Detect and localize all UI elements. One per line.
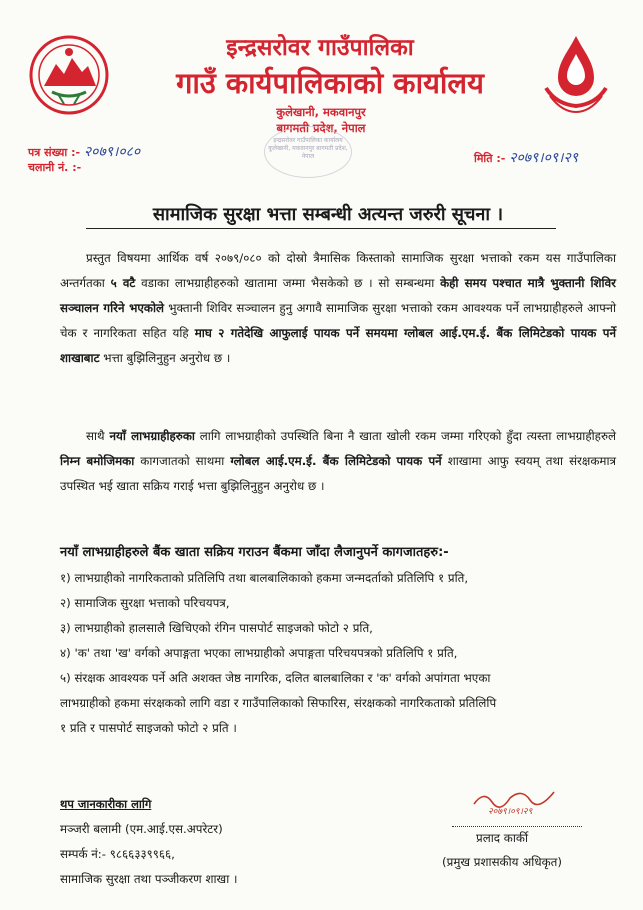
list-item: ४) 'क' तथा 'ख' वर्गको अपाङ्गता भएका लाभग्राहीको अपाङ्गता परिचयपत्रको प्रतिलिपि १ प्रति,	[60, 646, 458, 660]
p1-text: वडाका लाभग्राहीहरुको खातामा जम्मा भैसकेको छ । सो	[135, 276, 390, 290]
p1-text: भुक्तानी शिविर सञ्चालन हुनु	[164, 301, 293, 315]
date-field	[474, 148, 578, 167]
p1-text: प्रस्तुत विषयमा आर्थिक वर्ष २०७९/०८० को दोस्रो त्रैमासिक किस्ताको सामाजिक सुरक्षा भत्ताको	[86, 251, 513, 265]
p2-bold: पायक पर्ने	[396, 454, 442, 468]
list-item: २) सामाजिक सुरक्षा भत्ताको परिचयपत्र,	[60, 596, 230, 610]
contact-phone: सम्पर्क नं:- ९८६६३३९९६६,	[60, 847, 175, 861]
documents-subheading: नयाँ लाभग्राहीहरुले बैंक खाता सक्रिय गराउन बैंकमा जाँदा लैजानुपर्ने कागजातहरु:-	[60, 545, 449, 560]
municipality-name: इन्द्रसरोवर गाउँपालिका	[226, 35, 414, 61]
date-label: मिति :-	[474, 152, 506, 165]
list-item-continuation: लाभग्राहीको हकमा संरक्षकको लागि वडा र गाउँपालिकाको सिफारिस, संरक्षकको नागरिकताको प्रतिलिपि	[60, 696, 497, 710]
p1-text: भत्ता बुझिलिनुहुन अनुरोध छ ।	[103, 351, 231, 365]
p2-text: लागि लाभग्राहीको उपस्थिति बिना नै खाता खोली रकम जम्मा गरिएको	[194, 429, 502, 443]
address-line-2: बागमती प्रदेश, नेपाल	[276, 121, 366, 135]
p1-text: रकम यस गाउँपालिका अन्तर्गतका	[60, 251, 617, 290]
ref-value: २०७९।०८०	[83, 144, 141, 160]
contact-name: मञ्जरी बलामी (एम.आई.एस.अपरेटर)	[60, 822, 223, 836]
title-underline	[86, 228, 556, 229]
p2-text: साथै	[86, 429, 110, 443]
dispatch-label: चलानी नं. :-	[28, 161, 82, 174]
paragraph-1	[60, 246, 616, 371]
p2-bold: निम्न बमोजिमका	[60, 454, 135, 468]
p2-bold: ग्लोबल आई.एम.ई. बैंक लिमिटेडको	[230, 454, 391, 468]
contact-heading: थप जानकारीका लागि	[60, 797, 152, 811]
p1-bold: माघ २ गतेदेखि आफुलाई पायक पर्ने समयमा ग्लोबल आई.एम.ई. बैंक लिमिटेडको पायक पर्ने शाखाबाट	[60, 326, 616, 365]
p1-text: अगावै सामाजिक सुरक्षा भत्ताको रकम आवश्यक पर्ने लाभग्राहीहरुले आफ्नो चेक र नागरिकता सहित यहि	[60, 301, 617, 340]
stamp-text: इन्द्रसरोवर गाउँपालिका कार्यालय कुलेखानी, मकवानपुर बागमती प्रदेश, नेपाल	[268, 137, 348, 160]
p2-text: कागजातको साथमा	[134, 454, 231, 468]
p1-bold: केही समय पश्चात मात्रै भुक्तानी शिविर सञ्चालन गरिने भएकोले	[60, 276, 616, 315]
list-item-continuation: १ प्रति र पासपोर्ट साइजको फोटो २ प्रति ।	[60, 721, 237, 735]
contact-info	[60, 792, 237, 892]
office-name: गाउँ कार्यपालिकाको कार्यालय	[176, 66, 484, 100]
signature-date: २०७९।०९।२९	[488, 807, 533, 817]
nepal-emblem-logo	[28, 34, 110, 116]
handwritten-signature	[470, 784, 560, 818]
signatory-name: प्रलाद कार्की	[475, 831, 528, 845]
p2-text: शाखामा आफु स्वयम् तथा संरक्षकमात्र उपस्थित भई खाता सक्रिय गराई भत्ता बुझिलिनुहुन	[60, 454, 617, 493]
ref-label: पत्र संख्या :-	[28, 146, 81, 159]
p1-text: सम्बन्धमा	[395, 276, 441, 290]
list-item: ५) संरक्षक आवश्यक पर्ने अति अशक्त जेष्ठ नागरिक, दलित बालबालिका र 'क' वर्गको अपांगता भएका	[60, 671, 491, 685]
reference-number	[28, 142, 140, 161]
p2-bold: नयाँ लाभग्राहीहरुका	[109, 429, 195, 443]
notice-title: सामाजिक सुरक्षा भत्ता सम्बन्धी अत्यन्त जरुरी सूचना ।	[152, 204, 504, 225]
signatory-designation: (प्रमुख प्रशासकीय अधिकृत)	[442, 855, 562, 869]
address-line-1: कुलेखानी, मकवानपुर	[276, 105, 366, 119]
dispatch-number	[28, 160, 81, 175]
signatory-block	[432, 826, 572, 874]
p1-bold: ५ वटै	[110, 276, 136, 290]
documents-list	[60, 566, 616, 741]
list-item: ३) लाभग्राहीको हालसालै खिचिएको रंगिन पासपोर्ट साइजको फोटो २ प्रति,	[60, 621, 373, 635]
paragraph-2	[60, 424, 616, 499]
p2-text: हुँदा त्यस्ता लाभग्राहीहरुले	[506, 429, 616, 443]
office-stamp	[264, 126, 352, 178]
water-drop-logo	[540, 32, 612, 114]
list-item: १) लाभग्राहीको नागरिकताको प्रतिलिपि तथा बालबालिकाको हकमा जन्मदर्ताको प्रतिलिपि १ प्रति,	[60, 571, 469, 585]
contact-section: सामाजिक सुरक्षा तथा पञ्जीकरण शाखा ।	[60, 872, 238, 886]
p2-text: अनुरोध छ ।	[273, 479, 325, 493]
date-value: २०७९।०९।२९	[509, 150, 579, 166]
